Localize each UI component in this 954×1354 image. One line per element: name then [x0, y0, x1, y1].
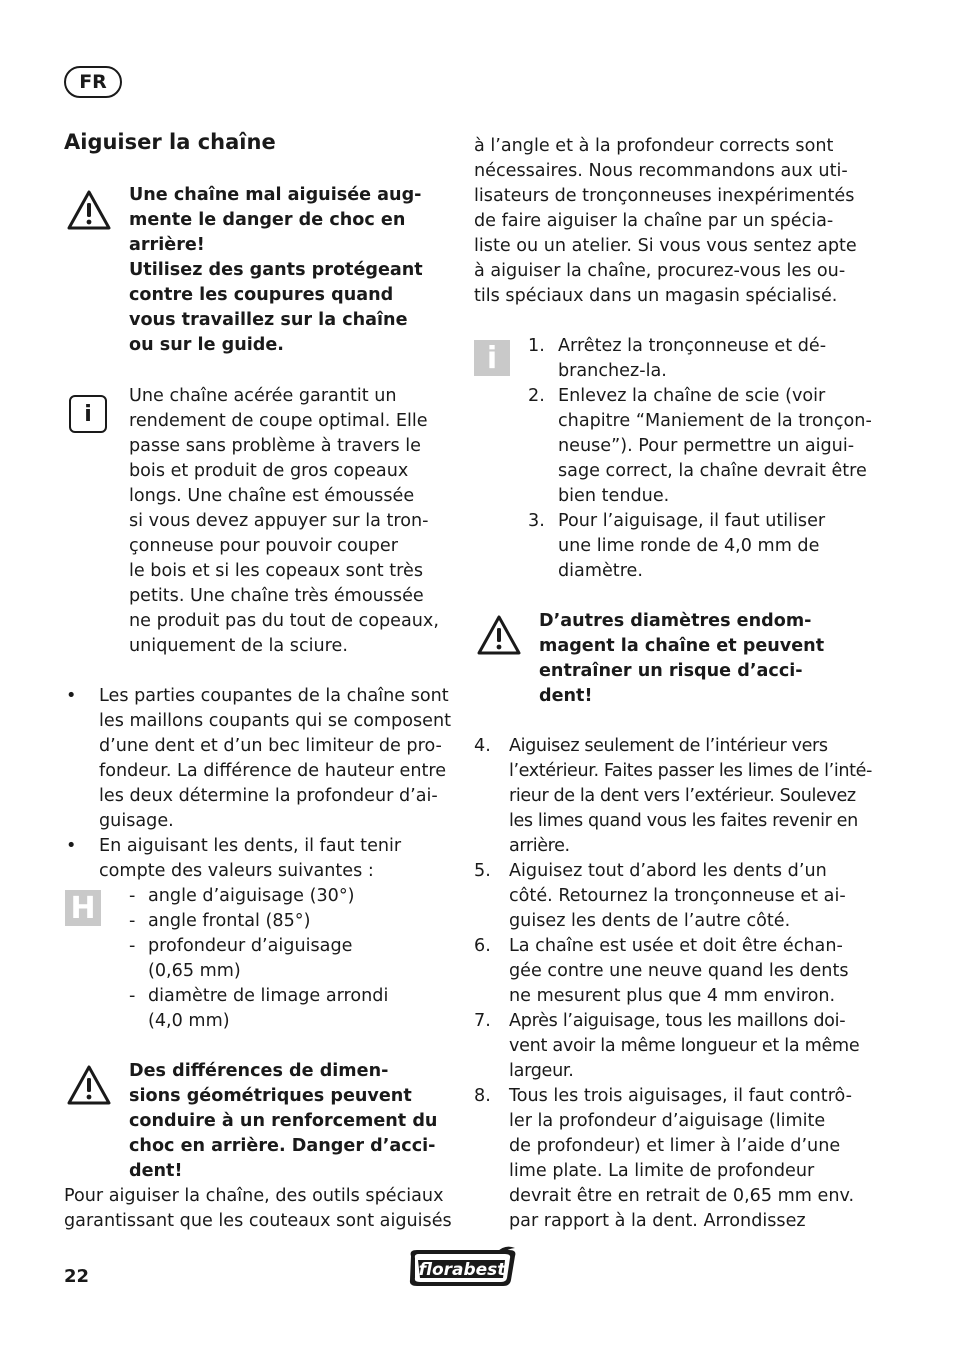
sub-item-angle: angle d’aiguisage (30°) [148, 886, 355, 906]
step-number: 6. [474, 936, 491, 956]
step-6-text: La chaîne est usée et doit être échan- gée contre une neuve quand les dents ne mesurent plus que 4 mm environ. [509, 936, 849, 1006]
step-number: 5. [474, 861, 491, 881]
sub-item-front-angle: angle frontal (85°) [148, 911, 311, 931]
warning-text-diameter: D’autres diamètres endom- magent la chaîne et peuvent entraîner un risque d’acci- dent! [539, 611, 825, 706]
i-note-icon: i [474, 340, 510, 376]
step-number: 7. [474, 1011, 491, 1031]
step-number: 2. [528, 386, 545, 406]
warning-text-chain-sharpness: Une chaîne mal aiguisée aug- mente le danger de choc en arrière! Utilisez des gants protégeant contre les coupures quand vous travaillez sur la chaîne ou sur le guide. [129, 185, 423, 355]
step-number: 8. [474, 1086, 491, 1106]
florabest-logo [405, 1246, 519, 1288]
language-badge: FR [64, 66, 122, 98]
bullet-sharpening-values: En aiguisant les dents, il faut tenir compte des valeurs suivantes : [99, 836, 402, 881]
step-1-text: Arrêtez la tronçonneuse et dé- branchez-la. [558, 336, 827, 381]
step-number: 3. [528, 511, 545, 531]
step-7-text: Après l’aiguisage, tous les maillons doi- vent avoir la même longueur et la même largeur. [509, 1011, 860, 1081]
warning-icon [476, 614, 522, 656]
sub-item-depth: profondeur d’aiguisage (0,65 mm) [148, 936, 353, 981]
paragraph-special-tools: Pour aiguiser la chaîne, des outils spéciaux garantissant que les couteaux sont aiguisés [64, 1186, 452, 1231]
svg-text:florabest: florabest [418, 1260, 506, 1280]
step-number: 4. [474, 736, 491, 756]
warning-icon [66, 189, 112, 231]
section-heading: Aiguiser la chaîne [64, 130, 276, 154]
info-text: Une chaîne acérée garantit un rendement de coupe optimal. Elle passe sans problème à travers le bois et produit de gros copeaux longs. Une chaîne est émoussée si vous devez appuyer sur la tron- çonneuse pour pouvoir couper le bois et si les copeaux sont très petits. Une chaîne très émoussée ne produit pas du tout de copeaux, uniquement de la sciure. [129, 386, 439, 656]
bullet-cutting-parts: Les parties coupantes de la chaîne sont les maillons coupants qui se composent d’une dent et d’un bec limiteur de pro- fondeur. La différence de hauteur entre les deux détermine la profondeur d’ai- guisage. [99, 686, 452, 831]
dash-marker: - [129, 911, 136, 931]
step-number: 1. [528, 336, 545, 356]
step-2-text: Enlevez la chaîne de scie (voir chapitre “Maniement de la tronçon- neuse”). Pour permettre un aigui- sage correct, la chaîne devrait être bien tendue. [558, 386, 872, 506]
step-3-text: Pour l’aiguisage, il faut utiliser une lime ronde de 4,0 mm de diamètre. [558, 511, 826, 581]
warning-text-geometry: Des différences de dimen- sions géométriques peuvent conduire à un renforcement du choc en arrière. Danger d’acci- dent! [129, 1061, 438, 1181]
warning-icon [66, 1064, 112, 1106]
dash-marker: - [129, 886, 136, 906]
step-4-text: Aiguisez seulement de l’intérieur vers l’extérieur. Faites passer les limes de l’inté- rieur de la dent vers l’extérieur. Soulevez les limes quand vous les faites revenir en arrière. [509, 736, 872, 856]
dash-marker: - [129, 986, 136, 1006]
bullet-marker: • [66, 836, 77, 856]
sub-item-diameter: diamètre de limage arrondi (4,0 mm) [148, 986, 389, 1031]
h-note-icon: H [65, 890, 101, 926]
bullet-marker: • [66, 686, 77, 706]
page-number: 22 [64, 1266, 90, 1287]
step-5-text: Aiguisez tout d’abord les dents d’un côté. Retournez la tronçonneuse et ai- guisez les dents de l’autre côté. [509, 861, 846, 931]
step-8-text: Tous les trois aiguisages, il faut contrô- ler la profondeur d’aiguisage (limite de profondeur) et limer à l’aide d’une lime plate. La limite de profondeur devrait être en retrait de 0,65 mm env. par rapport à la dent. Arrondissez [509, 1086, 855, 1231]
info-icon: i [69, 395, 107, 433]
dash-marker: - [129, 936, 136, 956]
paragraph-special-tools-continued: à l’angle et à la profondeur corrects sont nécessaires. Nous recommandons aux uti- lisateurs de tronçonneuses inexpérimentés de faire aiguiser la chaîne par un spécia- liste ou un atelier. Si vous vous sentez apte à aiguiser la chaîne, procurez-vous les ou- tils spéciaux dans un magasin spécialisé. [474, 136, 857, 306]
